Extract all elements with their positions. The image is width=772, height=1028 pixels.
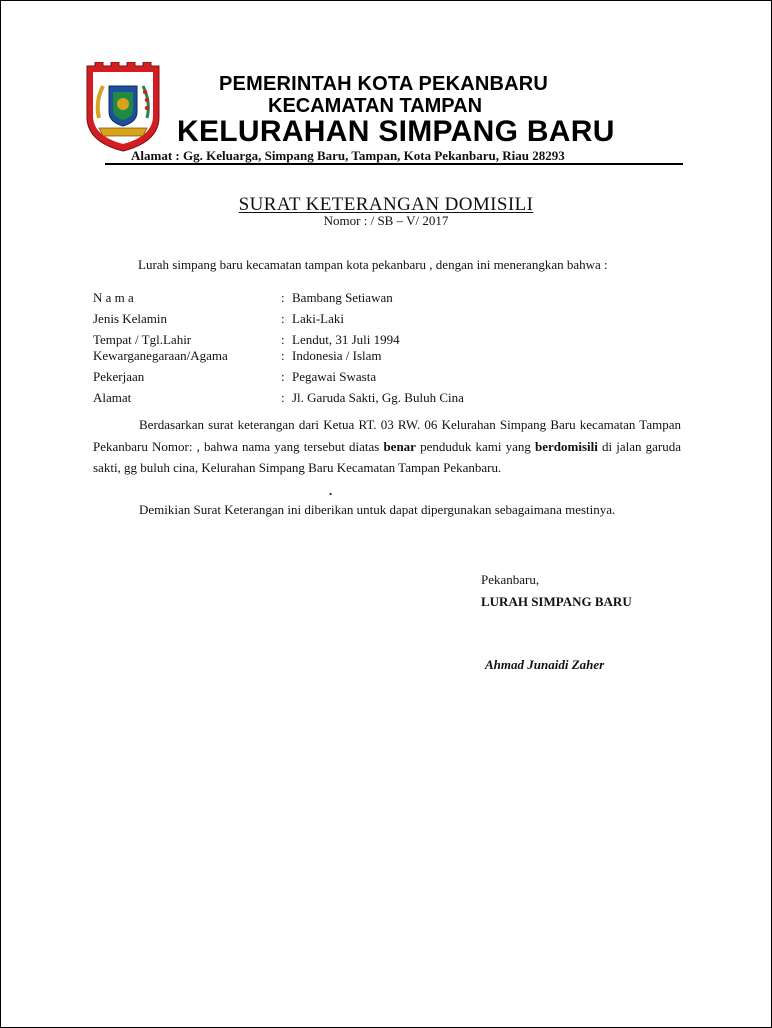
header-government: PEMERINTAH KOTA PEKANBARU: [219, 73, 549, 95]
statement-paragraph: [93, 414, 681, 479]
statement-bold-benar: benar: [383, 438, 416, 454]
label-tempat-tgl-lahir: Tempat / Tgl.Lahir: [93, 332, 192, 347]
header-village: KELURAHAN SIMPANG BARU: [177, 115, 615, 148]
value-alamat: Jl. Garuda Sakti, Gg. Buluh Cina: [292, 390, 464, 405]
colon: :: [281, 290, 285, 305]
statement-bold-berdomisili: berdomisili: [535, 438, 598, 454]
colon: :: [281, 390, 285, 405]
label-pekerjaan: Pekerjaan: [93, 369, 145, 384]
colon: :: [281, 311, 285, 326]
colon: :: [281, 369, 285, 384]
closing-paragraph: [93, 499, 681, 521]
value-kewarganegaraan-agama: Indonesia / Islam: [292, 348, 382, 363]
document-number: Nomor : / SB – V/ 2017: [323, 213, 449, 228]
trailing-dot: .: [329, 483, 333, 498]
colon: :: [281, 332, 285, 347]
statement-text-1: Berdasarkan surat keterangan dari Ketua RT. 03 RW. 06 Kelurahan Simpang Baru kecamatan Tampan Pekanbaru Nomor: , bahwa nama yang tersebut diatas: [93, 417, 681, 454]
label-nama: N a m a: [93, 290, 134, 305]
value-tempat-tgl-lahir: Lendut, 31 Juli 1994: [292, 332, 400, 347]
signature-place: Pekanbaru,: [481, 572, 540, 587]
statement-text-2: penduduk kami yang: [415, 438, 535, 454]
value-pekerjaan: Pegawai Swasta: [292, 369, 377, 384]
signature-office: LURAH SIMPANG BARU: [481, 594, 632, 609]
signature-name: Ahmad Junaidi Zaher: [485, 657, 605, 672]
closing-text: Demikian Surat Keterangan ini diberikan untuk dapat dipergunakan sebagaimana mestinya.: [139, 502, 616, 517]
header-district: KECAMATAN TAMPAN: [268, 95, 483, 117]
label-alamat: Alamat: [93, 390, 132, 405]
value-jenis-kelamin: Laki-Laki: [292, 311, 344, 326]
header-divider: [105, 163, 683, 165]
coat-of-arms-logo: [85, 62, 161, 152]
statement-text-3: di jalan garuda sakti, gg buluh cina, Kelurahan Simpang Baru Kecamatan Tampan Pekanbaru.: [93, 438, 681, 475]
colon: :: [281, 348, 285, 363]
label-kewarganegaraan-agama: Kewarganegaraan/Agama: [93, 348, 228, 363]
value-nama: Bambang Setiawan: [292, 290, 393, 305]
header-address: Alamat : Gg. Keluarga, Simpang Baru, Tampan, Kota Pekanbaru, Riau 28293: [131, 148, 565, 163]
label-jenis-kelamin: Jenis Kelamin: [93, 311, 168, 326]
document-title-text: SURAT KETERANGAN DOMISILI: [238, 194, 534, 215]
intro-text: Lurah simpang baru kecamatan tampan kota pekanbaru , dengan ini menerangkan bahwa :: [138, 257, 608, 272]
